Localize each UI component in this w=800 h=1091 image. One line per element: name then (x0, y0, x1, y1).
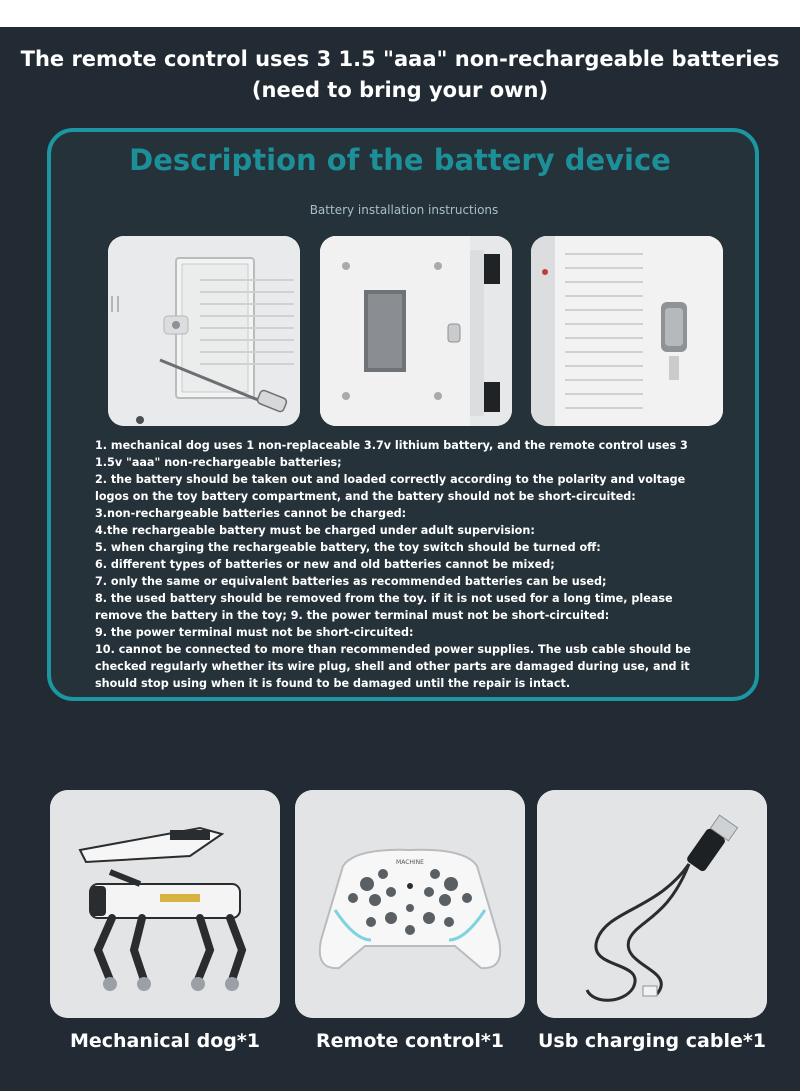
instruction-line: remove the battery in the toy; 9. the power terminal must not be short-circuited: (95, 609, 610, 622)
instruction-line: 3.non-rechargeable batteries cannot be charged: (95, 507, 407, 520)
mechanical-dog-tile (50, 790, 280, 1018)
instruction-line: logos on the toy battery compartment, and the battery should not be short-circuited: (95, 490, 636, 503)
instruction-line: should stop using when it is found to be damaged until the repair is intact. (95, 677, 571, 690)
instruction-line: 10. cannot be connected to more than recommended power supplies. The usb cable should be (95, 643, 691, 656)
instruction-line: 5. when charging the rechargeable battery, the toy switch should be turned off: (95, 541, 601, 554)
instruction-line: 2. the battery should be taken out and loaded correctly according to the polarity and voltage (95, 473, 686, 486)
mechanical-dog-caption: Mechanical dog*1 (69, 1030, 261, 1052)
battery-cover-screwdriver-photo (108, 236, 300, 426)
instruction-line: 7. only the same or equivalent batteries as recommended batteries can be used; (95, 575, 607, 588)
svg-text:MACHINE: MACHINE (396, 859, 424, 866)
remote-control-image (295, 790, 525, 1018)
instruction-line: 8. the used battery should be removed from the toy. if it is not used for a long time, please (95, 592, 673, 605)
top-band (0, 0, 800, 27)
headline (0, 44, 800, 106)
usb-cable-caption: Usb charging cable*1 (537, 1030, 767, 1052)
instruction-line: 6. different types of batteries or new and old batteries cannot be mixed; (95, 558, 555, 571)
remote-control-caption: Remote control*1 (316, 1030, 504, 1052)
instruction-line: 4.the rechargeable battery must be charged under adult supervision: (95, 524, 535, 537)
remote-control-tile (295, 790, 525, 1018)
battery-cover-switch-photo (531, 236, 723, 426)
instruction-line: checked regularly whether its wire plug, shell and other parts are damaged during use, and it (95, 660, 690, 673)
instruction-line: 1. mechanical dog uses 1 non-replaceable 3.7v lithium battery, and the remote control uses 3 (95, 439, 688, 452)
battery-instructions-list (95, 437, 715, 692)
battery-switch-icon (531, 236, 723, 426)
battery-compartment-icon (320, 236, 512, 426)
usb-cable-tile (537, 790, 767, 1018)
panel-title: Description of the battery device (129, 143, 671, 177)
instruction-line: 9. the power terminal must not be short-circuited: (95, 626, 414, 639)
instruction-line: 1.5v "aaa" non-rechargeable batteries; (95, 456, 342, 469)
mechanical-dog-image (50, 790, 280, 1018)
panel-subtitle: Battery installation instructions (309, 203, 499, 217)
usb-cable-image (537, 790, 767, 1018)
screwdriver-icon (108, 236, 300, 426)
headline-line-2: (need to bring your own) (251, 78, 549, 102)
battery-compartment-photo (320, 236, 512, 426)
headline-line-1: The remote control uses 3 1.5 "aaa" non-rechargeable batteries (20, 47, 780, 71)
